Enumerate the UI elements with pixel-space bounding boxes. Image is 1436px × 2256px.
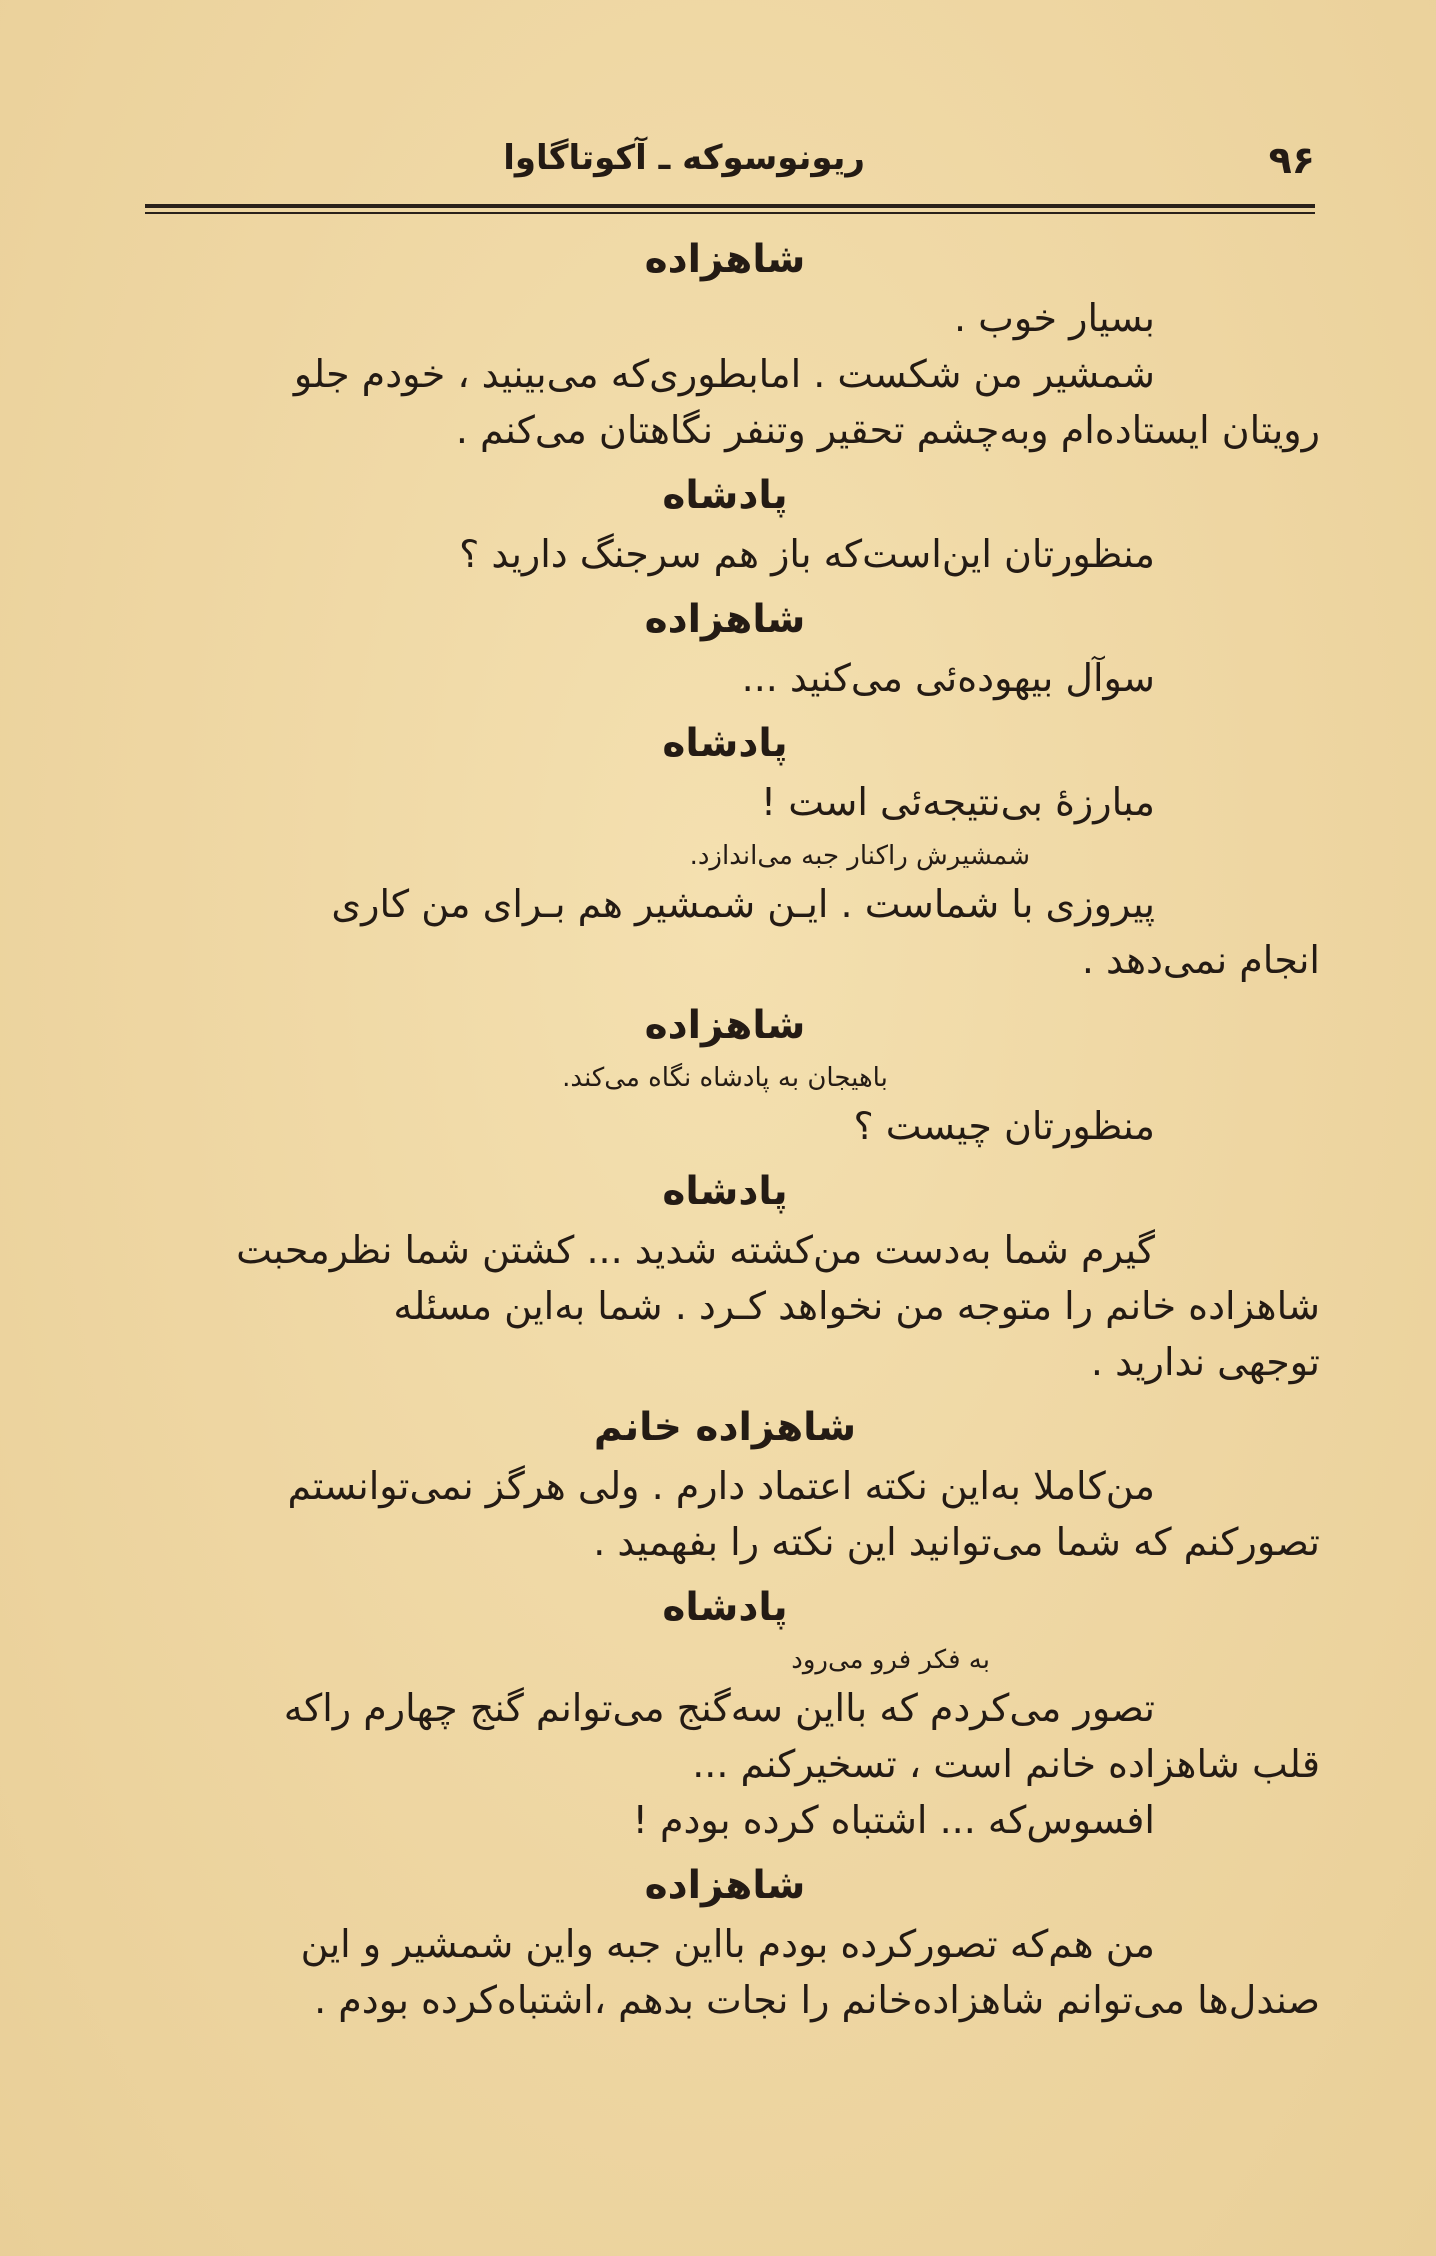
dialogue-line: افسوس‌که ... اشتباه کرده بودم ! [632, 1798, 1155, 1842]
dialogue-line: پیروزی با شماست . ایـن شمشیر هم بـرای من کاری [331, 882, 1155, 926]
header-rule-thin [145, 212, 1315, 214]
dialogue-line: بسیار خوب . [953, 296, 1155, 340]
dialogue-line: گیرم شما به‌دست من‌کشته شدید ... کشتن شما نظرمحبت [236, 1228, 1155, 1272]
dialogue-line: صندل‌ها می‌توانم شاهزاده‌خانم را نجات بدهم ،اشتباه‌کرده بودم . [314, 1978, 1320, 2022]
page-number: ۹۶ [1268, 138, 1315, 182]
stage-direction: باهیجان به پادشاه نگاه می‌کند. [562, 1063, 888, 1093]
play-text [130, 228, 1320, 2028]
page-header [145, 138, 1315, 208]
stage-direction: به فکر فرو می‌رود [791, 1645, 990, 1675]
dialogue-line: منظورتان این‌است‌که باز هم سرجنگ دارید ؟ [459, 532, 1155, 576]
dialogue-line: توجهی ندارید . [1090, 1340, 1320, 1384]
speaker-name: پادشاه [662, 473, 788, 518]
speaker-name: شاهزاده [644, 237, 806, 282]
running-title: ریونوسوکه ـ آکوتاگاوا [503, 138, 865, 178]
dialogue-line: تصور می‌کردم که بااین سه‌گنج می‌توانم گنج چهارم راکه [283, 1686, 1155, 1730]
dialogue-line: من‌کاملا به‌این نکته اعتماد دارم . ولی هرگز نمی‌توانستم [287, 1464, 1155, 1508]
speaker-name: پادشاه [662, 1585, 788, 1630]
speaker-name: شاهزاده [644, 1863, 806, 1908]
speaker-name: شاهزاده [644, 1003, 806, 1048]
header-rule-thick [145, 204, 1315, 208]
dialogue-line: شاهزاده خانم را متوجه من نخواهد کـرد . شما به‌این مسئله [393, 1284, 1320, 1328]
dialogue-line: رویتان ایستاده‌ام وبه‌چشم تحقیر وتنفر نگاهتان می‌کنم . [455, 408, 1320, 452]
speaker-name: شاهزاده [644, 597, 806, 642]
speaker-name: پادشاه [662, 1169, 788, 1214]
dialogue-line: شمشیر من شکست . امابطوری‌که می‌بینید ، خودم جلو [293, 352, 1155, 396]
dialogue-line: قلب شاهزاده خانم است ، تسخیرکنم ... [692, 1742, 1320, 1786]
dialogue-line: انجام نمی‌دهد . [1081, 938, 1320, 982]
dialogue-line: سوآل بیهوده‌ئی می‌کنید ... [741, 656, 1155, 700]
dialogue-line: من هم‌که تصورکرده بودم بااین جبه واین شمشیر و این [300, 1922, 1155, 1966]
speaker-name: پادشاه [662, 721, 788, 766]
dialogue-line: مبارزهٔ بی‌نتیجه‌ئی است ! [760, 780, 1155, 824]
dialogue-line: منظورتان چیست ؟ [853, 1104, 1155, 1148]
dialogue-line: تصورکنم که شما می‌توانید این نکته را بفهمید . [593, 1520, 1320, 1564]
speaker-name: شاهزاده خانم [593, 1405, 857, 1450]
stage-direction: شمشیرش راکنار جبه می‌اندازد. [689, 841, 1030, 871]
